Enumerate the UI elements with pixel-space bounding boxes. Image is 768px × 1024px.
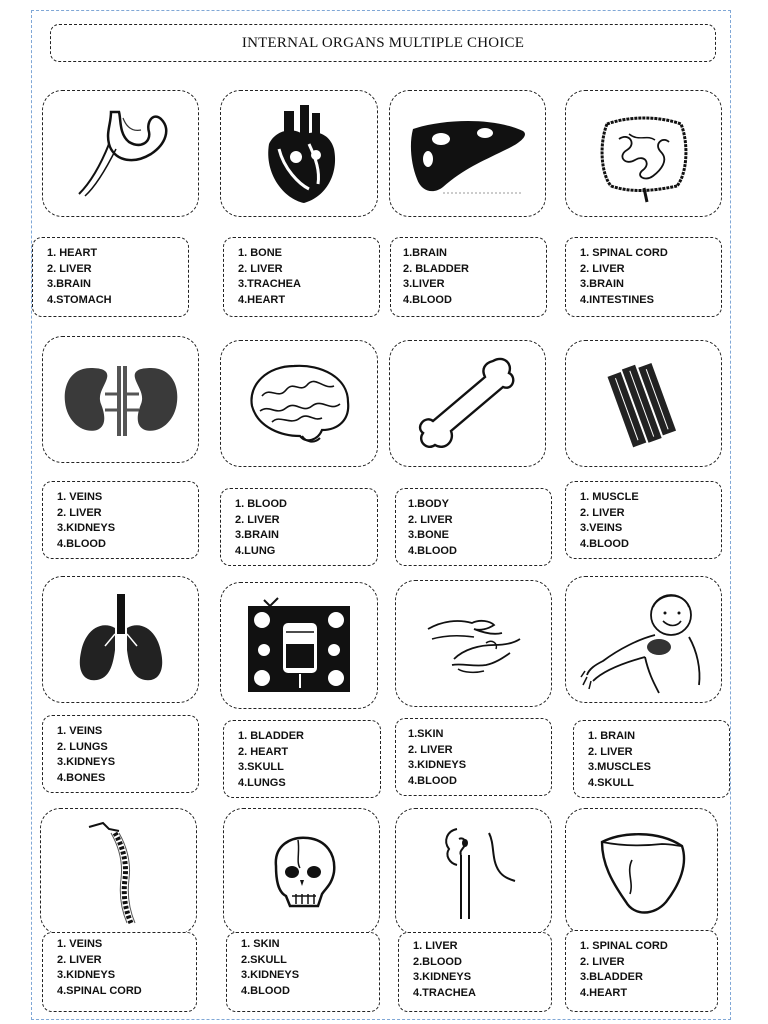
choice-option[interactable]: 3.KIDNEYS: [57, 969, 116, 981]
choice-option[interactable]: 1. BRAIN: [588, 730, 636, 742]
choice-option[interactable]: 4.BLOOD: [408, 544, 457, 557]
choice-option[interactable]: 3.MUSCLES: [588, 761, 651, 773]
spine-icon: [79, 817, 159, 927]
choices-box-1: [32, 237, 189, 317]
liver-icon: [403, 109, 533, 199]
choice-option[interactable]: 2. LIVER: [588, 745, 633, 758]
picture-card-15: [395, 808, 552, 935]
child-muscles-icon: [579, 585, 709, 695]
choices-box-16: [565, 930, 718, 1012]
choice-option[interactable]: 3.BRAIN: [580, 278, 625, 290]
choice-option[interactable]: 2. LIVER: [580, 955, 625, 968]
choice-option[interactable]: 4.LUNGS: [238, 776, 286, 789]
picture-card-8: [565, 340, 722, 467]
choice-option[interactable]: 1. LIVER: [413, 940, 458, 952]
choice-option[interactable]: 1. BONE: [238, 247, 283, 259]
choices-box-6: [220, 488, 378, 566]
picture-card-11: [395, 580, 552, 707]
choices-box-8: [565, 481, 722, 559]
choice-option[interactable]: 3.KIDNEYS: [408, 759, 467, 771]
choices-box-7: [395, 488, 552, 566]
choice-option[interactable]: 2. LUNGS: [57, 740, 108, 753]
choices-box-14: [226, 932, 380, 1012]
choices-box-4: [565, 237, 722, 317]
choice-option[interactable]: 4.HEART: [238, 293, 286, 306]
picture-card-9: [42, 576, 199, 703]
choice-option[interactable]: 2. LIVER: [235, 513, 280, 526]
intestines-icon: [589, 104, 699, 204]
choice-option[interactable]: 1. MUSCLE: [580, 491, 639, 503]
choice-option[interactable]: 2. LIVER: [238, 262, 283, 275]
hands-skin-icon: [424, 609, 524, 679]
choice-option[interactable]: 2. LIVER: [57, 506, 102, 519]
choice-option[interactable]: 3.KIDNEYS: [57, 756, 116, 768]
choice-option[interactable]: 4.BLOOD: [580, 537, 629, 550]
kidneys-icon: [61, 360, 181, 440]
heart-icon: [254, 99, 344, 209]
choice-option[interactable]: 2. LIVER: [580, 262, 625, 275]
choice-option[interactable]: 3.KIDNEYS: [241, 969, 300, 981]
choice-option[interactable]: 2. LIVER: [47, 262, 92, 275]
choice-option[interactable]: 1. SPINAL CORD: [580, 940, 668, 952]
picture-card-14: [223, 808, 380, 935]
picture-card-13: [40, 808, 197, 935]
picture-card-10: [220, 582, 378, 709]
picture-card-16: [565, 808, 718, 935]
choice-option[interactable]: 4.BLOOD: [408, 774, 457, 787]
choice-option[interactable]: 4.BLOOD: [57, 537, 106, 550]
choice-option[interactable]: 4.HEART: [580, 986, 628, 999]
choice-option[interactable]: 1. VEINS: [57, 491, 103, 503]
skull-icon: [262, 832, 342, 912]
muscle-icon: [599, 356, 689, 451]
choice-option[interactable]: 2. LIVER: [57, 953, 102, 966]
choice-option[interactable]: 1.SKIN: [408, 728, 444, 740]
picture-card-6: [220, 340, 378, 467]
choice-option[interactable]: 4.TRACHEA: [413, 986, 476, 999]
choices-box-3: [390, 237, 547, 317]
choice-option[interactable]: 3.KIDNEYS: [413, 971, 472, 983]
choice-option[interactable]: 3.LIVER: [403, 278, 445, 290]
choice-option[interactable]: 4.STOMACH: [47, 293, 112, 306]
picture-card-1: [42, 90, 199, 217]
choice-option[interactable]: 1. BLADDER: [238, 730, 305, 742]
choice-option[interactable]: 4.SKULL: [588, 776, 634, 789]
choice-option[interactable]: 2. LIVER: [408, 513, 453, 526]
choices-box-15: [398, 932, 552, 1012]
choice-option[interactable]: 2. LIVER: [408, 743, 453, 756]
worksheet-title: [50, 24, 716, 62]
trachea-icon: [429, 819, 519, 924]
picture-card-2: [220, 90, 378, 217]
choice-option[interactable]: 1. BLOOD: [235, 498, 287, 510]
choice-option[interactable]: 2.SKULL: [241, 953, 287, 966]
choice-option[interactable]: 4.INTESTINES: [580, 293, 654, 306]
choice-option[interactable]: 4.SPINAL CORD: [57, 984, 142, 997]
choice-option[interactable]: 1. HEART: [47, 247, 98, 259]
choice-option[interactable]: 1.BODY: [408, 498, 449, 510]
picture-card-3: [389, 90, 546, 217]
picture-card-5: [42, 336, 199, 463]
choices-box-11: [395, 718, 552, 796]
choice-option[interactable]: 1. SPINAL CORD: [580, 247, 668, 259]
choice-option[interactable]: 3.BRAIN: [235, 529, 280, 541]
picture-card-4: [565, 90, 722, 217]
blood-bag-icon: [244, 596, 354, 696]
choice-option[interactable]: 1. VEINS: [57, 938, 103, 950]
choice-option[interactable]: 2. BLADDER: [403, 262, 470, 275]
stomach-icon: [61, 104, 181, 204]
bladder-icon: [592, 824, 692, 919]
choice-option[interactable]: 1.BRAIN: [403, 247, 448, 259]
choices-box-2: [223, 237, 380, 317]
choice-option[interactable]: 3.VEINS: [580, 522, 623, 534]
picture-card-7: [389, 340, 546, 467]
picture-card-12: [565, 576, 722, 703]
brain-icon: [242, 356, 357, 451]
choice-option[interactable]: 2. LIVER: [580, 506, 625, 519]
choice-option[interactable]: 3.SKULL: [238, 761, 284, 773]
choice-option[interactable]: 3.BRAIN: [47, 278, 92, 290]
choice-option[interactable]: 4.BONES: [57, 771, 106, 784]
choices-box-5: [42, 481, 199, 559]
choice-option[interactable]: 3.BLADDER: [580, 971, 643, 983]
choice-option[interactable]: 1. VEINS: [57, 725, 103, 737]
choice-option[interactable]: 1. SKIN: [241, 938, 280, 950]
choice-option[interactable]: 4.BLOOD: [403, 293, 452, 306]
choice-option[interactable]: 2.BLOOD: [413, 955, 462, 968]
choice-option[interactable]: 3.BONE: [408, 529, 449, 541]
choice-option[interactable]: 3.TRACHEA: [238, 278, 301, 290]
choice-option[interactable]: 2. HEART: [238, 745, 289, 758]
title-text: INTERNAL ORGANS MULTIPLE CHOICE: [241, 34, 525, 51]
choice-option[interactable]: 4.BLOOD: [241, 984, 290, 997]
choice-option[interactable]: 4.LUNG: [235, 544, 276, 557]
choice-option[interactable]: 3.KIDNEYS: [57, 522, 116, 534]
choices-box-10: [223, 720, 381, 798]
choices-box-9: [42, 715, 199, 793]
choices-box-13: [42, 932, 197, 1012]
bone-icon: [413, 351, 523, 456]
choices-box-12: [573, 720, 730, 798]
lungs-icon: [71, 590, 171, 690]
